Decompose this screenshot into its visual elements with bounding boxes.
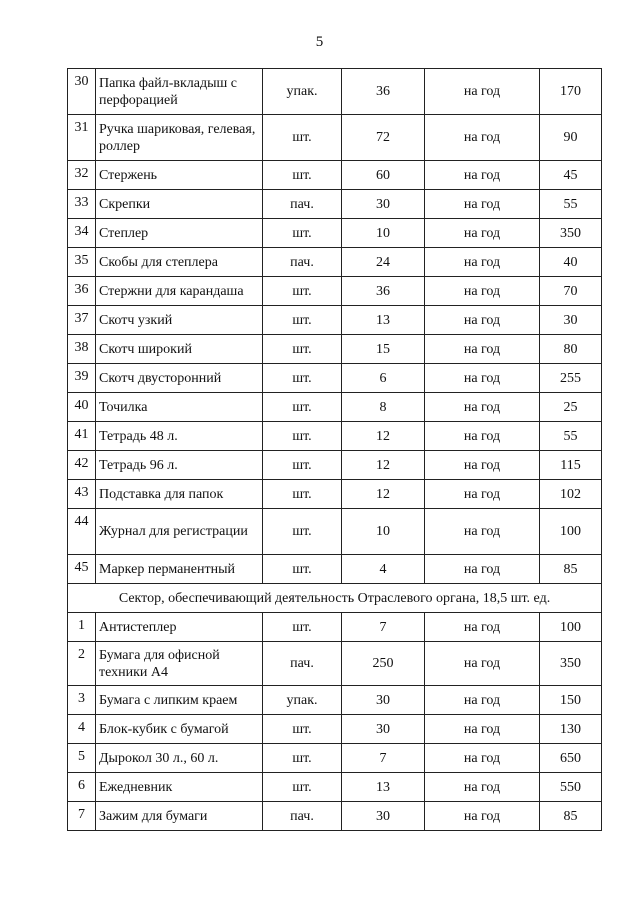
period-cell: на год: [425, 744, 540, 773]
unit-of-measure-cell: шт.: [263, 306, 342, 335]
item-name-cell: Маркер перманентный: [96, 555, 263, 584]
row-number-cell: 31: [68, 115, 96, 161]
row-number-cell: 37: [68, 306, 96, 335]
unit-of-measure-cell: шт.: [263, 451, 342, 480]
item-name-cell: Бумага с липким краем: [96, 686, 263, 715]
price-cell: 100: [540, 613, 602, 642]
item-name-cell: Скотч узкий: [96, 306, 263, 335]
price-cell: 85: [540, 802, 602, 831]
table-row: [68, 393, 602, 422]
table-row: [68, 306, 602, 335]
price-cell: 150: [540, 686, 602, 715]
item-name-cell: Журнал для регистрации: [96, 509, 263, 555]
price-cell: 170: [540, 69, 602, 115]
quantity-cell: 4: [342, 555, 425, 584]
row-number-cell: 6: [68, 773, 96, 802]
unit-of-measure-cell: упак.: [263, 686, 342, 715]
item-name-cell: Подставка для папок: [96, 480, 263, 509]
quantity-cell: 15: [342, 335, 425, 364]
unit-of-measure-cell: шт.: [263, 219, 342, 248]
item-name-cell: Точилка: [96, 393, 263, 422]
quantity-cell: 72: [342, 115, 425, 161]
unit-of-measure-cell: шт.: [263, 364, 342, 393]
row-number-cell: 42: [68, 451, 96, 480]
period-cell: на год: [425, 364, 540, 393]
unit-of-measure-cell: пач.: [263, 248, 342, 277]
price-cell: 25: [540, 393, 602, 422]
row-number-cell: 35: [68, 248, 96, 277]
row-number-cell: 33: [68, 190, 96, 219]
item-name-cell: Ежедневник: [96, 773, 263, 802]
period-cell: на год: [425, 161, 540, 190]
price-cell: 115: [540, 451, 602, 480]
table-row: [68, 161, 602, 190]
row-number-cell: 44: [68, 509, 96, 555]
period-cell: на год: [425, 773, 540, 802]
period-cell: на год: [425, 248, 540, 277]
item-name-cell: Тетрадь 96 л.: [96, 451, 263, 480]
item-name-cell: Зажим для бумаги: [96, 802, 263, 831]
period-cell: на год: [425, 219, 540, 248]
price-cell: 550: [540, 773, 602, 802]
unit-of-measure-cell: шт.: [263, 613, 342, 642]
quantity-cell: 6: [342, 364, 425, 393]
unit-of-measure-cell: шт.: [263, 393, 342, 422]
quantity-cell: 24: [342, 248, 425, 277]
unit-of-measure-cell: шт.: [263, 335, 342, 364]
quantity-cell: 250: [342, 642, 425, 686]
quantity-cell: 30: [342, 715, 425, 744]
table-row: [68, 802, 602, 831]
period-cell: на год: [425, 306, 540, 335]
quantity-cell: 7: [342, 613, 425, 642]
period-cell: на год: [425, 335, 540, 364]
row-number-cell: 1: [68, 613, 96, 642]
row-number-cell: 4: [68, 715, 96, 744]
period-cell: на год: [425, 277, 540, 306]
period-cell: на год: [425, 509, 540, 555]
row-number-cell: 40: [68, 393, 96, 422]
item-name-cell: Скобы для степлера: [96, 248, 263, 277]
unit-of-measure-cell: упак.: [263, 69, 342, 115]
period-cell: на год: [425, 69, 540, 115]
price-cell: 130: [540, 715, 602, 744]
section-heading: Сектор, обеспечивающий деятельность Отраслевого органа, 18,5 шт. ед.: [68, 584, 602, 613]
unit-of-measure-cell: шт.: [263, 773, 342, 802]
row-number-cell: 7: [68, 802, 96, 831]
item-name-cell: Антистеплер: [96, 613, 263, 642]
row-number-cell: 45: [68, 555, 96, 584]
quantity-cell: 10: [342, 509, 425, 555]
unit-of-measure-cell: шт.: [263, 480, 342, 509]
quantity-cell: 7: [342, 744, 425, 773]
unit-of-measure-cell: шт.: [263, 161, 342, 190]
table-row: [68, 613, 602, 642]
unit-of-measure-cell: шт.: [263, 715, 342, 744]
quantity-cell: 10: [342, 219, 425, 248]
period-cell: на год: [425, 480, 540, 509]
price-cell: 40: [540, 248, 602, 277]
page-number: 5: [315, 34, 324, 50]
section-row: [68, 584, 602, 613]
price-cell: 55: [540, 190, 602, 219]
unit-of-measure-cell: шт.: [263, 115, 342, 161]
period-cell: на год: [425, 715, 540, 744]
item-name-cell: Папка файл-вкладыш с перфорацией: [96, 69, 263, 115]
table-row: [68, 248, 602, 277]
table-row: [68, 509, 602, 555]
item-name-cell: Дырокол 30 л., 60 л.: [96, 744, 263, 773]
unit-of-measure-cell: пач.: [263, 802, 342, 831]
quantity-cell: 12: [342, 451, 425, 480]
price-cell: 85: [540, 555, 602, 584]
row-number-cell: 41: [68, 422, 96, 451]
table-row: [68, 115, 602, 161]
unit-of-measure-cell: шт.: [263, 422, 342, 451]
table-row: [68, 555, 602, 584]
price-cell: 80: [540, 335, 602, 364]
quantity-cell: 13: [342, 306, 425, 335]
period-cell: на год: [425, 686, 540, 715]
quantity-cell: 8: [342, 393, 425, 422]
item-name-cell: Степлер: [96, 219, 263, 248]
item-name-cell: Ручка шариковая, гелевая, роллер: [96, 115, 263, 161]
period-cell: на год: [425, 393, 540, 422]
item-name-cell: Скотч двусторонний: [96, 364, 263, 393]
table-row: [68, 219, 602, 248]
table-row: [68, 773, 602, 802]
table-row: [68, 480, 602, 509]
row-number-cell: 36: [68, 277, 96, 306]
period-cell: на год: [425, 613, 540, 642]
item-name-cell: Бумага для офисной техники А4: [96, 642, 263, 686]
table-row: [68, 190, 602, 219]
table-row: [68, 277, 602, 306]
price-cell: 55: [540, 422, 602, 451]
price-cell: 90: [540, 115, 602, 161]
unit-of-measure-cell: шт.: [263, 744, 342, 773]
table-row: [68, 422, 602, 451]
price-cell: 350: [540, 642, 602, 686]
quantity-cell: 36: [342, 277, 425, 306]
row-number-cell: 30: [68, 69, 96, 115]
price-cell: 45: [540, 161, 602, 190]
period-cell: на год: [425, 802, 540, 831]
price-cell: 70: [540, 277, 602, 306]
unit-of-measure-cell: пач.: [263, 190, 342, 219]
item-name-cell: Скотч широкий: [96, 335, 263, 364]
table-row: [68, 744, 602, 773]
item-name-cell: Стержни для карандаша: [96, 277, 263, 306]
item-name-cell: Тетрадь 48 л.: [96, 422, 263, 451]
quantity-cell: 13: [342, 773, 425, 802]
supplies-table: [67, 68, 602, 831]
unit-of-measure-cell: пач.: [263, 642, 342, 686]
period-cell: на год: [425, 555, 540, 584]
supplies-table-body: [68, 69, 602, 831]
price-cell: 102: [540, 480, 602, 509]
row-number-cell: 39: [68, 364, 96, 393]
price-cell: 650: [540, 744, 602, 773]
row-number-cell: 3: [68, 686, 96, 715]
table-row: [68, 451, 602, 480]
unit-of-measure-cell: шт.: [263, 277, 342, 306]
table-row: [68, 335, 602, 364]
quantity-cell: 36: [342, 69, 425, 115]
price-cell: 100: [540, 509, 602, 555]
item-name-cell: Стержень: [96, 161, 263, 190]
period-cell: на год: [425, 451, 540, 480]
table-row: [68, 642, 602, 686]
row-number-cell: 43: [68, 480, 96, 509]
period-cell: на год: [425, 422, 540, 451]
period-cell: на год: [425, 115, 540, 161]
price-cell: 350: [540, 219, 602, 248]
quantity-cell: 30: [342, 686, 425, 715]
quantity-cell: 12: [342, 422, 425, 451]
quantity-cell: 12: [342, 480, 425, 509]
item-name-cell: Скрепки: [96, 190, 263, 219]
quantity-cell: 60: [342, 161, 425, 190]
unit-of-measure-cell: шт.: [263, 555, 342, 584]
table-row: [68, 686, 602, 715]
item-name-cell: Блок-кубик с бумагой: [96, 715, 263, 744]
quantity-cell: 30: [342, 802, 425, 831]
period-cell: на год: [425, 642, 540, 686]
row-number-cell: 32: [68, 161, 96, 190]
row-number-cell: 5: [68, 744, 96, 773]
price-cell: 255: [540, 364, 602, 393]
row-number-cell: 2: [68, 642, 96, 686]
row-number-cell: 34: [68, 219, 96, 248]
unit-of-measure-cell: шт.: [263, 509, 342, 555]
quantity-cell: 30: [342, 190, 425, 219]
price-cell: 30: [540, 306, 602, 335]
row-number-cell: 38: [68, 335, 96, 364]
table-row: [68, 69, 602, 115]
table-row: [68, 364, 602, 393]
period-cell: на год: [425, 190, 540, 219]
table-row: [68, 715, 602, 744]
